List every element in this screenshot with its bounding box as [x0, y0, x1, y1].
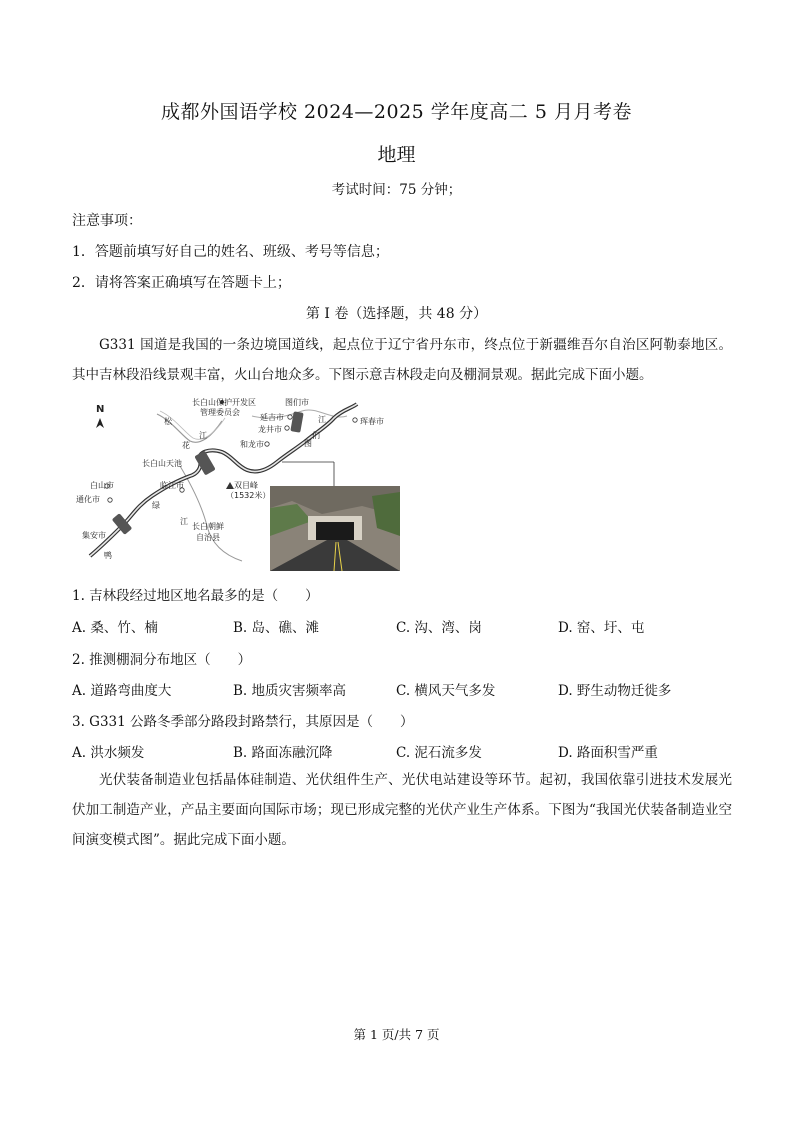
- exam-time: 考试时间：75 分钟；: [331, 182, 462, 198]
- map-label-jiang2: 江: [318, 415, 326, 424]
- q3-option-c: C. 泥石流多发: [396, 745, 482, 761]
- map-label-linjiang-city: 临江市: [160, 481, 184, 490]
- rock-shed-photo: [270, 486, 400, 571]
- map-label-shuangmufeng: 双目峰: [234, 481, 258, 490]
- map-label-baishan-city: 白山市: [90, 481, 114, 490]
- question-1: 1. 吉林段经过地区地名最多的是（ ）: [72, 588, 319, 604]
- map-label-committee: 管理委员会: [200, 408, 240, 417]
- map-label-tonghua-city: 通化市: [76, 495, 100, 504]
- map-label-tu: 图: [304, 439, 312, 448]
- notes-heading: 注意事项：: [72, 213, 142, 229]
- passage-1: G331 国道是我国的一条边境国道线，起点位于辽宁省丹东市，终点位于新疆维吾尔自治区阿勒泰地区。其中吉林段沿线景观丰富，火山台地众多。下图示意吉林段走向及棚洞景观。据此完成下面小题。: [72, 337, 732, 383]
- section-title: 第 I 卷（选择题，共 48 分）: [305, 306, 488, 322]
- map-label-ya: 鸭: [104, 551, 112, 560]
- map-label-lv: 绿: [152, 501, 160, 510]
- map-label-helong-city: 和龙市: [240, 440, 264, 449]
- q2-option-c: C. 横风天气多发: [396, 683, 496, 699]
- subject-title: 地理: [377, 144, 416, 166]
- q1-option-c: C. 沟、湾、岗: [396, 620, 482, 636]
- map-label-hunchun-city: 珲春市: [360, 417, 384, 426]
- q3-option-a: A. 洪水频发: [72, 745, 145, 761]
- map-label-song: 松: [164, 417, 172, 426]
- q1-option-d: D. 窑、圩、屯: [558, 620, 645, 636]
- map-label-protection-zone: 长白山保护开发区: [192, 398, 256, 407]
- page-footer: 第 1 页/共 7 页: [353, 1027, 440, 1042]
- q2-option-b: B. 地质灾害频率高: [233, 683, 347, 699]
- q2-option-d: D. 野生动物迁徙多: [558, 683, 672, 699]
- question-3: 3. G331 公路冬季部分路段封路禁行，其原因是（ ）: [72, 714, 414, 730]
- map-label-tianchi: 长白山天池: [142, 459, 182, 468]
- g331-route-map: [72, 396, 400, 571]
- map-label-men: 们: [312, 431, 320, 440]
- note-item-2: 2．请将答案正确填写在答题卡上；: [72, 275, 291, 291]
- map-label-tumen-city: 图们市: [285, 398, 309, 407]
- q1-option-b: B. 岛、礁、滩: [233, 620, 320, 636]
- question-2: 2. 推测棚洞分布地区（ ）: [72, 652, 252, 668]
- passage-2: 光伏装备制造业包括晶体硅制造、光伏组件生产、光伏电站建设等环节。起初，我国依靠引进技术发展光伏加工制造产业，产品主要面向国际市场；现已形成完整的光伏产业生产体系。下图为“我国光伏装备制造业空间演变模式图”。据此完成下面小题。: [72, 772, 732, 848]
- map-label-longjing-city: 龙井市: [258, 425, 282, 434]
- map-label-yanji-city: 延吉市: [260, 413, 284, 422]
- map-label-changbai-county2: 自治县: [196, 533, 220, 542]
- north-label: N: [96, 404, 105, 415]
- map-label-jian-city: 集安市: [82, 531, 106, 540]
- exam-title: 成都外国语学校 2024—2025 学年度高二 5 月月考卷: [161, 101, 632, 123]
- map-label-jiang1: 江: [199, 431, 207, 440]
- q2-option-a: A. 道路弯曲度大: [72, 683, 172, 699]
- map-label-hua: 花: [182, 441, 190, 450]
- map-label-changbai-county1: 长白朝鲜: [192, 522, 224, 531]
- q3-option-b: B. 路面冻融沉降: [233, 745, 333, 761]
- q3-option-d: D. 路面积雪严重: [558, 745, 658, 761]
- map-label-elevation: （1532米）: [226, 491, 271, 500]
- map-label-jiang3: 江: [180, 517, 188, 526]
- q1-option-a: A. 桑、竹、楠: [72, 620, 158, 636]
- note-item-1: 1．答题前填写好自己的姓名、班级、考号等信息；: [72, 244, 389, 260]
